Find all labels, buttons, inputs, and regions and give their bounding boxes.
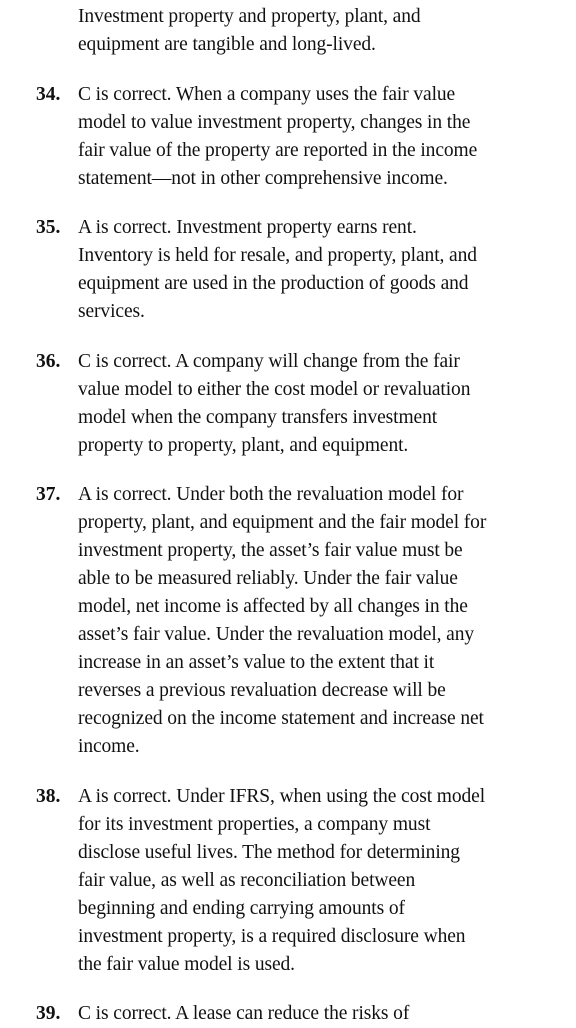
intro-line: equipment are tangible and long-lived. — [78, 34, 376, 55]
answer-line: fair value, as well as reconciliation between — [78, 870, 416, 891]
answer-line: model when the company transfers investment — [78, 407, 438, 428]
answer-line: services. — [78, 301, 145, 322]
answer-line: C is correct. When a company uses the fair value — [78, 84, 456, 105]
answer-line: property to property, plant, and equipment. — [78, 435, 409, 456]
answer-line: model, net income is affected by all changes in the — [78, 596, 468, 617]
answer-number: 39. — [36, 1003, 61, 1024]
answer-line: for its investment properties, a company must — [78, 814, 431, 835]
answer-line: value model to either the cost model or revaluation — [78, 379, 471, 400]
answer-line: beginning and ending carrying amounts of — [78, 898, 405, 919]
answer-line: statement—not in other comprehensive income. — [78, 168, 448, 189]
answer-line: increase in an asset’s value to the extent that it — [78, 652, 435, 673]
answer-number: 36. — [36, 351, 61, 372]
answer-line: the fair value model is used. — [78, 954, 295, 975]
answer-line: income. — [78, 736, 140, 757]
answer-line: investment property, the asset’s fair value must be — [78, 540, 463, 561]
answer-line: recognized on the income statement and increase net — [78, 708, 484, 729]
answer-number: 35. — [36, 217, 61, 238]
answer-line: A is correct. Investment property earns rent. — [78, 217, 417, 238]
answer-number: 38. — [36, 786, 61, 807]
answer-line: A is correct. Under both the revaluation model for — [78, 484, 464, 505]
answer-line: C is correct. A lease can reduce the risks of — [78, 1003, 410, 1024]
answer-line: equipment are used in the production of goods and — [78, 273, 469, 294]
intro-line: Investment property and property, plant, and — [78, 6, 421, 27]
answer-line: Inventory is held for resale, and property, plant, and — [78, 245, 477, 266]
answer-line: fair value of the property are reported in the income — [78, 140, 478, 161]
answer-line: model to value investment property, changes in the — [78, 112, 471, 133]
answer-number: 34. — [36, 84, 61, 105]
answer-line: able to be measured reliably. Under the fair value — [78, 568, 458, 589]
answer-line: C is correct. A company will change from the fair — [78, 351, 460, 372]
answer-line: property, plant, and equipment and the fair model for — [78, 512, 487, 533]
answer-line: disclose useful lives. The method for determining — [78, 842, 460, 863]
answer-number: 37. — [36, 484, 61, 505]
answer-line: A is correct. Under IFRS, when using the cost model — [78, 786, 486, 807]
answer-line: asset’s fair value. Under the revaluation model, any — [78, 624, 475, 645]
answer-line: reverses a previous revaluation decrease will be — [78, 680, 446, 701]
answer-line: investment property, is a required disclosure when — [78, 926, 466, 947]
